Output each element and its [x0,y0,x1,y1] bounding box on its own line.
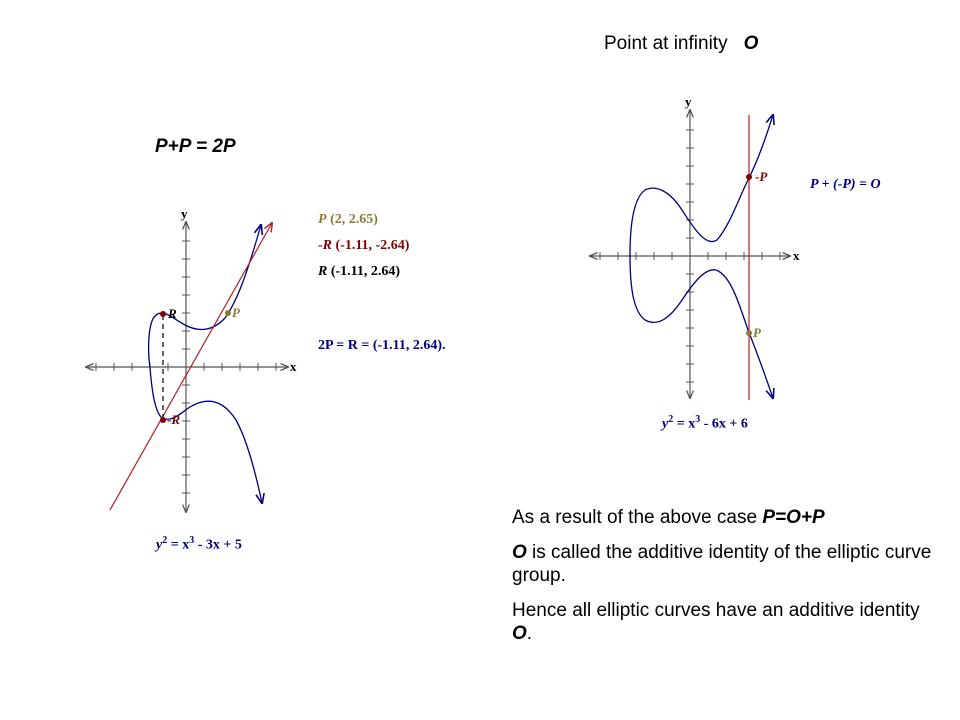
explanation-text [512,506,932,657]
right-curve-lower [630,255,773,398]
legend-result: 2P = R = (-1.11, 2.64). [318,338,446,353]
label-p: P [232,305,240,320]
right-legend: P + (-P) = O [810,177,881,192]
label-neg-r: -R [167,412,180,427]
label-neg-p: -P [755,169,768,184]
label-p-right: P [753,325,761,340]
point-p-dot-right [746,330,752,336]
left-title: P+P = 2P [155,136,236,157]
explanation-line-2: O is called the additive identity of the elliptic curve group. [512,542,932,586]
right-y-label: y [685,94,692,109]
left-curve-upper [149,225,262,503]
point-p-dot [225,310,231,316]
label-r: R [168,306,177,321]
right-title-text: Point at infinity [604,33,728,54]
right-graph [590,94,800,400]
left-equation: $y^2 = x^3 - 3x + 5$ [156,535,242,553]
left-y-label: y [181,206,188,221]
right-title-symbol: O [743,33,759,54]
right-x-label: x [793,248,800,263]
point-neg-p-dot [746,174,752,180]
point-r-dot [160,311,166,317]
left-graph [86,206,297,512]
point-neg-r-dot [160,417,166,423]
right-equation: $y^2 = x^3 - 6x + 6$ [662,414,748,432]
legend-neg-r: -R (-1.11, -2.64) [318,238,410,253]
legend-r: R (-1.11, 2.64) [318,264,401,279]
left-x-label: x [290,359,297,374]
legend-p: P (2, 2.65) [318,212,378,227]
right-curve-upper [630,115,773,255]
explanation-line-1: As a result of the above case P=O+P [512,507,825,528]
explanation-line-3: Hence all elliptic curves have an additive identity O. [512,600,920,644]
